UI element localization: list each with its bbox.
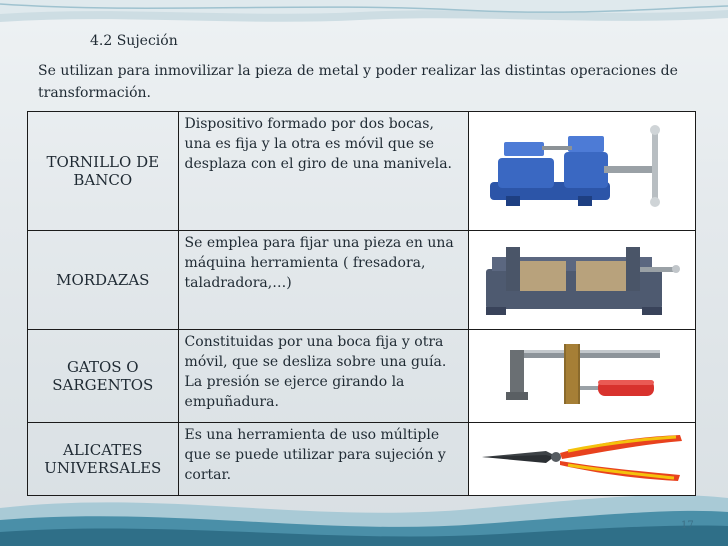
tools-table	[27, 111, 696, 496]
page-number: 17	[681, 520, 694, 531]
table-row	[28, 112, 696, 231]
tool-name: GATOS O SARGENTOS	[28, 330, 179, 423]
tool-image	[469, 231, 696, 330]
tool-description: Es una herramienta de uso múltiple que se puede utilizar para sujeción y cortar.	[178, 423, 469, 496]
bar-clamp-icon	[476, 330, 688, 416]
tool-name: MORDAZAS	[28, 231, 179, 330]
table-row	[28, 423, 696, 496]
tool-name: ALICATES UNIVERSALES	[28, 423, 179, 496]
table-row	[28, 231, 696, 330]
tool-description: Dispositivo formado por dos bocas, una es fija y la otra es móvil que se desplaza con el giro de una manivela.	[178, 112, 469, 231]
tool-image	[469, 423, 696, 496]
table-row	[28, 330, 696, 423]
tool-image	[469, 330, 696, 423]
tool-description: Constituidas por una boca fija y otra móvil, que se desliza sobre una guía. La presión se ejerce girando la empuñadura.	[178, 330, 469, 423]
pliers-icon	[476, 423, 688, 489]
bench-vise-icon	[476, 112, 688, 216]
drill-press-vise-icon	[476, 231, 688, 321]
tool-name: TORNILLO DE BANCO	[28, 112, 179, 231]
tool-description: Se emplea para fijar una pieza en una máquina herramienta ( fresadora, taladradora,…)	[178, 231, 469, 330]
section-title: 4.2 Sujeción	[90, 33, 178, 49]
intro-text: Se utilizan para inmovilizar la pieza de metal y poder realizar las distintas operaciones de transformación.	[38, 63, 678, 101]
tool-image	[469, 112, 696, 231]
